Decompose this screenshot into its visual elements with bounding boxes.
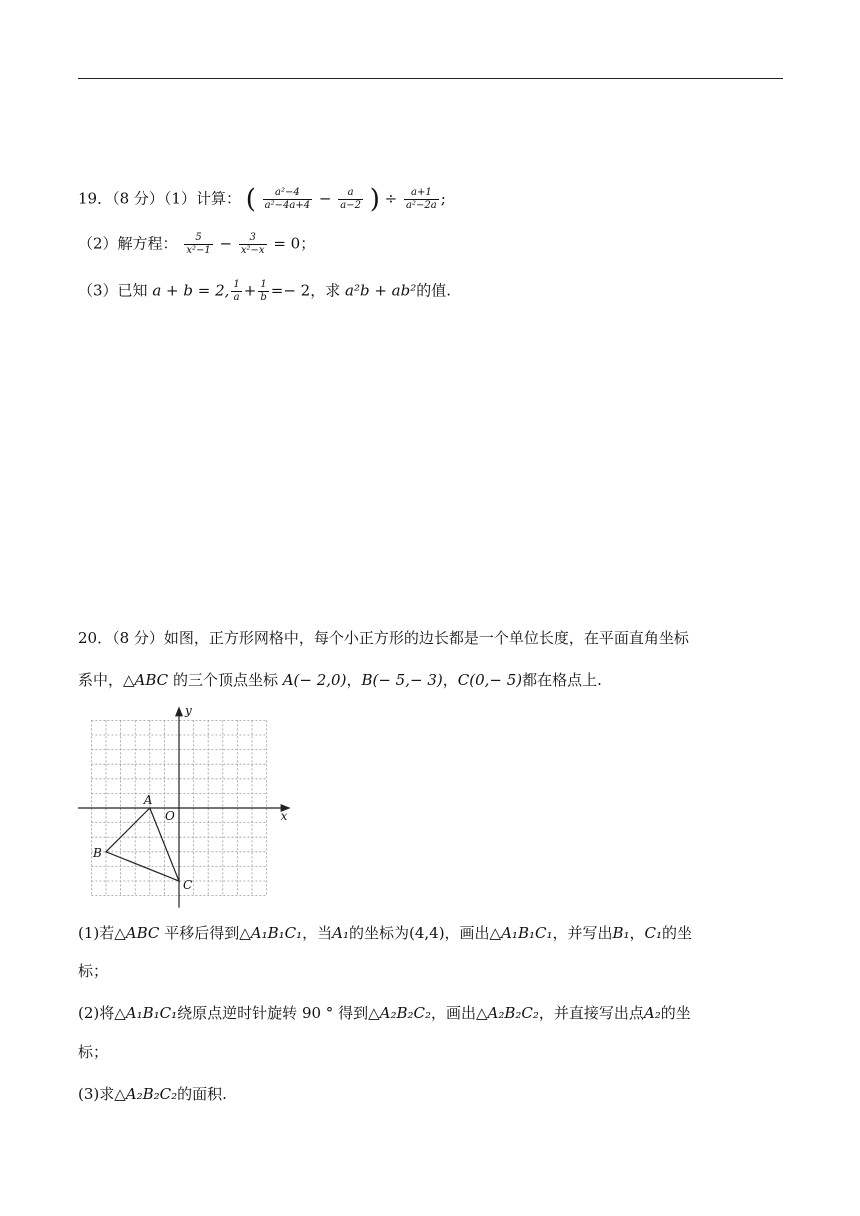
p2-e: 的坐 — [660, 1004, 691, 1022]
p3-t: A₂B₂C₂ — [125, 1085, 178, 1103]
q20-abc: ABC — [134, 671, 169, 689]
p2-a: (2)将△ — [78, 1004, 126, 1022]
p1-abc: ABC — [125, 924, 160, 942]
q19-frac1 — [263, 187, 312, 212]
p1-t2: A₁B₁C₁ — [501, 924, 553, 942]
p1-d: 的坐标为(4,4)，画出△ — [348, 924, 502, 942]
q19-part2-lead: （2）解方程： — [78, 234, 178, 253]
q20-line2 — [78, 669, 602, 691]
left-paren: ( — [245, 184, 256, 215]
p2-tail: = 0； — [273, 234, 316, 253]
q20-point-a: A(− 2,0) — [282, 671, 347, 689]
y-axis-arrow — [175, 706, 183, 716]
q19-lead: 19．（8 分）（1）计算： — [78, 189, 241, 208]
p2-d: ，并直接写出点 — [538, 1004, 644, 1022]
q20-point-b: B(− 5,− 3) — [361, 671, 443, 689]
frac1-den: a²−4a+4 — [264, 200, 311, 211]
q20-sep1: ， — [346, 671, 362, 689]
p2-minus: − — [219, 234, 233, 253]
p1-a1: A₁ — [332, 924, 349, 942]
right-paren: ) — [369, 184, 380, 215]
label-x-axis: x — [280, 809, 288, 823]
p1-a: (1)若△ — [78, 924, 126, 942]
p2-a2: A₂ — [643, 1004, 661, 1022]
q19-part3-lead: （3）已知 — [78, 281, 148, 300]
p2-b: 绕原点逆时针旋转 90 ° 得到△ — [177, 1004, 380, 1022]
semicolon: ; — [440, 189, 446, 208]
p3-ask: 求 — [325, 281, 341, 300]
q20-point-c: C(0,− 5) — [457, 671, 523, 689]
frac1-num: a²−4 — [263, 187, 312, 200]
p3-frac1-den: a — [233, 292, 240, 303]
p3-end: 的值. — [416, 281, 452, 300]
q20-part1-line1 — [78, 922, 692, 944]
p1-c: ，当 — [302, 924, 333, 942]
frac2-den: a−2 — [340, 200, 361, 211]
p1-b1: B₁ — [612, 924, 630, 942]
q19-frac3 — [404, 187, 439, 212]
p3-expr: a²b + ab² — [345, 281, 417, 300]
p2-frac1-den: x²−1 — [186, 245, 211, 256]
p1-f: ， — [629, 924, 645, 942]
q19-p2-frac2 — [239, 232, 267, 257]
p2-frac2-num: 3 — [239, 232, 267, 245]
label-c: C — [183, 878, 193, 892]
q19-p2-frac1 — [184, 232, 212, 257]
p3-eq: =− 2， — [270, 281, 326, 300]
frac3-num: a+1 — [404, 187, 439, 200]
q19-part3 — [78, 279, 451, 304]
p3-a: (3)求△ — [78, 1085, 126, 1103]
p3-frac2 — [258, 279, 268, 304]
p2-frac1-num: 5 — [184, 232, 212, 245]
q20-part3 — [78, 1083, 227, 1105]
p2-t2: A₂B₂C₂ — [379, 1004, 431, 1022]
q20-l2a: 系中，△ — [78, 671, 135, 689]
p2-t3: A₂B₂C₂ — [487, 1004, 539, 1022]
p3-plus: + — [243, 281, 257, 300]
p3-frac2-num: 1 — [258, 279, 268, 292]
p3-frac2-den: b — [260, 292, 267, 303]
p1-c1: C₁ — [644, 924, 663, 942]
q20-part2-line1 — [78, 1002, 691, 1024]
q19-frac2 — [338, 187, 363, 212]
q20-line1: 20．（8 分）如图，正方形网格中，每个小正方形的边长都是一个单位长度，在平面直角坐标 — [78, 629, 689, 647]
frac3-den: a²−2a — [406, 200, 437, 211]
p3-frac1-num: 1 — [233, 279, 240, 290]
q19-part1 — [78, 184, 446, 215]
divide-sign: ÷ — [384, 189, 398, 208]
p3-b: 的面积. — [177, 1085, 227, 1103]
p3-frac1 — [231, 279, 241, 304]
p1-t1: A₁B₁C₁ — [250, 924, 303, 942]
q19-part2 — [78, 232, 315, 257]
p2-frac2-den: x²−x — [240, 245, 265, 256]
p3-condition-a: a + b = 2, — [152, 281, 230, 300]
q20-part2-line2: 标； — [78, 1043, 109, 1061]
p2-c: ，画出△ — [430, 1004, 488, 1022]
p1-e: ，并写出 — [552, 924, 613, 942]
minus-sign: − — [318, 189, 332, 208]
label-origin: O — [165, 809, 175, 823]
p1-b: 平移后得到△ — [159, 924, 251, 942]
q20-part1-line2: 标； — [78, 962, 109, 980]
coordinate-grid-figure — [76, 700, 301, 916]
label-a: A — [143, 793, 153, 807]
frac2-num: a — [338, 187, 363, 200]
coordinate-grid-svg — [76, 700, 301, 912]
q20-l2b: 的三个顶点坐标 — [168, 671, 283, 689]
header-rule — [78, 78, 783, 79]
q20-l2end: 都在格点上. — [522, 671, 602, 689]
p1-g: 的坐 — [662, 924, 693, 942]
label-b: B — [93, 845, 102, 860]
p2-t1: A₁B₁C₁ — [125, 1004, 178, 1022]
label-y-axis: y — [185, 703, 192, 718]
q20-sep2: ， — [442, 671, 458, 689]
